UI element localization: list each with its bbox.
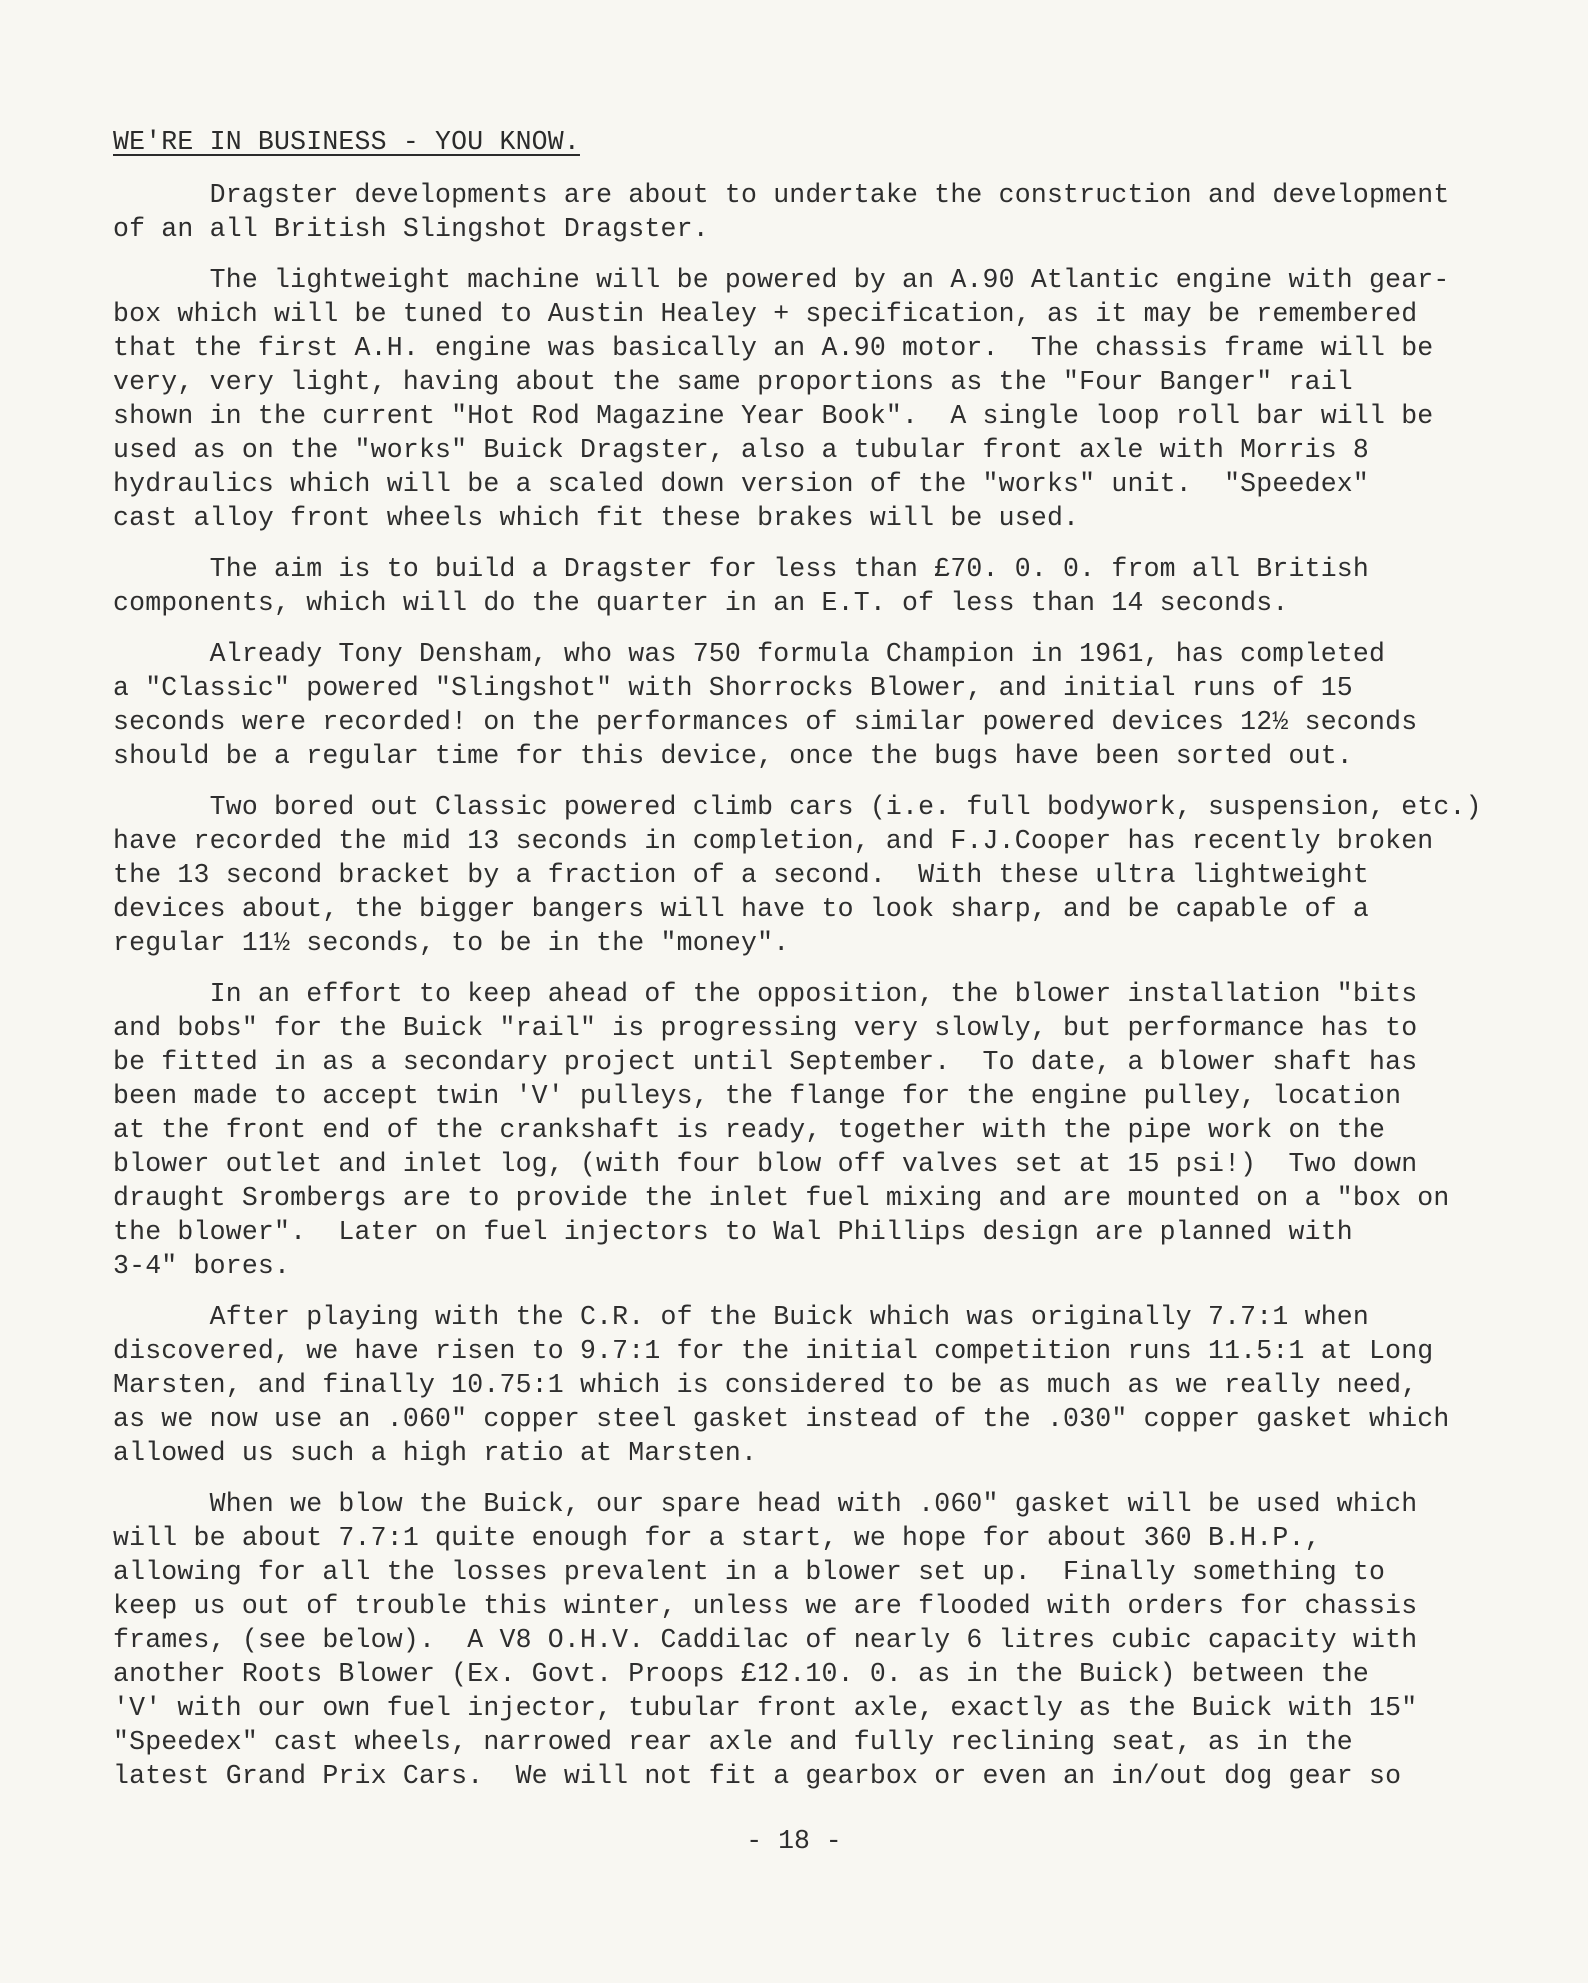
paragraph	[113, 977, 1533, 1283]
text-line: used as on the "works" Buick Dragster, also a tubular front axle with Morris 8	[113, 435, 1370, 465]
page-number: - 18 -	[746, 1826, 842, 1856]
paragraph	[113, 790, 1533, 960]
text-line: allowing for all the losses prevalent in a blower set up. Finally something to	[113, 1557, 1386, 1587]
text-line: blower outlet and inlet log, (with four blow off valves set at 15 psi!) Two down	[113, 1149, 1418, 1179]
text-line: of an all British Slingshot Dragster.	[113, 214, 709, 244]
paragraph	[113, 637, 1533, 773]
text-line: After playing with the C.R. of the Buick which was originally 7.7:1 when	[113, 1302, 1370, 1332]
text-line: have recorded the mid 13 seconds in completion, and F.J.Cooper has recently broken	[113, 826, 1434, 856]
text-line: another Roots Blower (Ex. Govt. Proops £12.10. 0. as in the Buick) between the	[113, 1659, 1370, 1689]
text-line: and bobs" for the Buick "rail" is progressing very slowly, but performance has to	[113, 1013, 1418, 1043]
text-line: will be about 7.7:1 quite enough for a start, we hope for about 360 B.H.P.,	[113, 1523, 1321, 1553]
text-line: The aim is to build a Dragster for less than £70. 0. 0. from all British	[113, 554, 1370, 584]
text-line: be fitted in as a secondary project until September. To date, a blower shaft has	[113, 1047, 1418, 1077]
text-line: the blower". Later on fuel injectors to Wal Phillips design are planned with	[113, 1217, 1353, 1247]
paragraph	[113, 263, 1533, 535]
text-line: cast alloy front wheels which fit these brakes will be used.	[113, 503, 1080, 533]
text-line: shown in the current "Hot Rod Magazine Year Book". A single loop roll bar will be	[113, 401, 1434, 431]
text-line: 'V' with our own fuel injector, tubular front axle, exactly as the Buick with 15"	[113, 1693, 1418, 1723]
text-line: components, which will do the quarter in an E.T. of less than 14 seconds.	[113, 588, 1289, 618]
text-line: hydraulics which will be a scaled down version of the "works" unit. "Speedex"	[113, 469, 1370, 499]
text-line: draught Srombergs are to provide the inlet fuel mixing and are mounted on a "box on	[113, 1183, 1450, 1213]
text-line: regular 11½ seconds, to be in the "money".	[113, 928, 790, 958]
text-line: Already Tony Densham, who was 750 formula Champion in 1961, has completed	[113, 639, 1386, 669]
text-line: allowed us such a high ratio at Marsten.	[113, 1438, 758, 1468]
paragraph	[113, 1487, 1533, 1793]
text-line: should be a regular time for this device, once the bugs have been sorted out.	[113, 741, 1353, 771]
text-line: The lightweight machine will be powered by an A.90 Atlantic engine with gear-	[113, 265, 1450, 295]
text-line: devices about, the bigger bangers will have to look sharp, and be capable of a	[113, 894, 1370, 924]
text-line: 3-4" bores.	[113, 1251, 291, 1281]
text-line: been made to accept twin 'V' pulleys, the flange for the engine pulley, location	[113, 1081, 1402, 1111]
text-line: latest Grand Prix Cars. We will not fit a gearbox or even an in/out dog gear so	[113, 1761, 1402, 1791]
text-line: very, very light, having about the same proportions as the "Four Banger" rail	[113, 367, 1353, 397]
text-line: box which will be tuned to Austin Healey + specification, as it may be remembered	[113, 299, 1418, 329]
text-line: keep us out of trouble this winter, unless we are flooded with orders for chassis	[113, 1591, 1418, 1621]
text-line: the 13 second bracket by a fraction of a second. With these ultra lightweight	[113, 860, 1370, 890]
text-line: as we now use an .060" copper steel gasket instead of the .030" copper gasket which	[113, 1404, 1450, 1434]
text-line: When we blow the Buick, our spare head with .060" gasket will be used which	[113, 1489, 1418, 1519]
paragraph	[113, 1300, 1533, 1470]
paragraph	[113, 178, 1533, 246]
text-line: discovered, we have risen to 9.7:1 for the initial competition runs 11.5:1 at Long	[113, 1336, 1434, 1366]
text-line: a "Classic" powered "Slingshot" with Shorrocks Blower, and initial runs of 15	[113, 673, 1353, 703]
article-heading: WE'RE IN BUSINESS - YOU KNOW.	[113, 127, 580, 157]
text-line: frames, (see below). A V8 O.H.V. Caddilac of nearly 6 litres cubic capacity with	[113, 1625, 1418, 1655]
text-line: seconds were recorded! on the performances of similar powered devices 12½ seconds	[113, 707, 1418, 737]
text-line: In an effort to keep ahead of the opposition, the blower installation "bits	[113, 979, 1418, 1009]
text-line: that the first A.H. engine was basically an A.90 motor. The chassis frame will be	[113, 333, 1434, 363]
text-line: "Speedex" cast wheels, narrowed rear axle and fully reclining seat, as in the	[113, 1727, 1353, 1757]
text-line: Dragster developments are about to undertake the construction and development	[113, 180, 1450, 210]
text-line: Marsten, and finally 10.75:1 which is considered to be as much as we really need,	[113, 1370, 1418, 1400]
text-line: Two bored out Classic powered climb cars (i.e. full bodywork, suspension, etc.)	[113, 792, 1482, 822]
article-body	[113, 178, 1533, 1810]
paragraph	[113, 552, 1533, 620]
text-line: at the front end of the crankshaft is ready, together with the pipe work on the	[113, 1115, 1386, 1145]
